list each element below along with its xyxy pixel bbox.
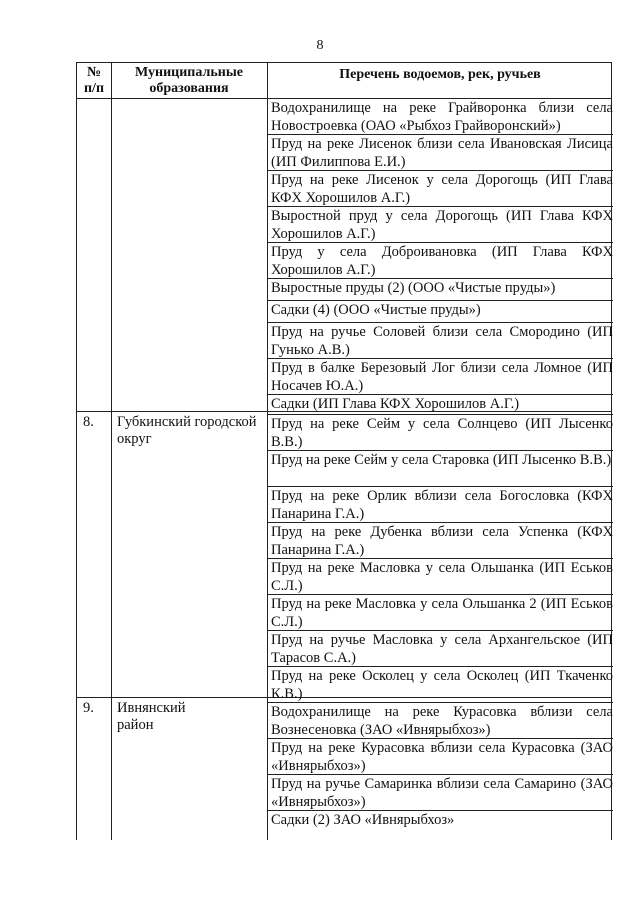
list-item: Пруд на реке Масловка у села Ольшанка 2 (ИП Еськов С.Л.) — [268, 595, 613, 631]
list-item: Садки (2) ЗАО «Ивнярыбхоз» — [271, 812, 455, 828]
list-item: Пруд на ручье Соловей близи села Смородино (ИП Гунько А.В.) — [268, 323, 613, 359]
header-number: № п/п — [83, 65, 105, 96]
list-item: Выростной пруд у села Дорогощь (ИП Глава КФХ Хорошилов А.Г.) — [268, 207, 613, 243]
list-item: Пруд на реке Масловка у села Ольшанка (ИП Еськов С.Л.) — [268, 559, 613, 595]
group-municipality: Губкинский городской округ — [117, 414, 257, 447]
list-item: Водохранилище на реке Курасовка вблизи села Вознесеновка (ЗАО «Ивнярыбхоз») — [268, 703, 613, 739]
reservoir-list — [268, 99, 613, 831]
list-item: Пруд на реке Дубенка вблизи села Успенка (КФХ Панарина Г.А.) — [268, 523, 613, 559]
list-item: Выростные пруды (2) (ООО «Чистые пруды») — [268, 279, 613, 301]
group-number: 9. — [83, 700, 94, 716]
list-item: Пруд на ручье Масловка у села Архангельское (ИП Тарасов С.А.) — [268, 631, 613, 667]
reservoir-table — [76, 62, 612, 840]
list-item: Пруд на реке Сейм у села Солнцево (ИП Лысенко В.В.) — [268, 415, 613, 451]
list-item: Пруд на реке Орлик вблизи села Богословка (КФХ Панарина Г.А.) — [268, 487, 613, 523]
header-municipality: Муниципальные образования — [135, 65, 243, 96]
table-header — [77, 63, 611, 99]
list-item: Водохранилище на реке Грайворонка близи села Новостроевка (ОАО «Рыбхоз Грайворонский») — [268, 99, 613, 135]
list-item: Пруд на реке Осколец у села Осколец (ИП Ткаченко К.В.) — [268, 667, 613, 703]
column-divider — [111, 63, 112, 840]
list-item: Пруд на реке Лисенок близи села Ивановская Лисица (ИП Филиппова Е.И.) — [268, 135, 613, 171]
group-number: 8. — [83, 414, 94, 430]
list-item: Садки (4) (ООО «Чистые пруды») — [268, 301, 613, 323]
header-list: Перечень водоемов, рек, ручьев — [339, 67, 541, 82]
list-item: Садки (ИП Глава КФХ Хорошилов А.Г.) — [268, 395, 613, 415]
list-item: Пруд на ручье Самаринка вблизи села Самарино (ЗАО «Ивнярыбхоз») — [268, 775, 613, 811]
list-item: Пруд на реке Лисенок у села Дорогощь (ИП Глава КФХ Хорошилов А.Г.) — [268, 171, 613, 207]
list-item: Пруд в балке Березовый Лог близи села Ломное (ИП Носачев Ю.А.) — [268, 359, 613, 395]
list-item: Пруд на реке Сейм у села Старовка (ИП Лысенко В.В.) — [268, 451, 613, 487]
list-item: Пруд у села Доброивановка (ИП Глава КФХ Хорошилов А.Г.) — [268, 243, 613, 279]
group-municipality: Ивнянский район — [117, 700, 186, 733]
page-number: 8 — [316, 38, 324, 53]
list-item: Пруд на реке Курасовка вблизи села Курасовка (ЗАО «Ивнярыбхоз») — [268, 739, 613, 775]
